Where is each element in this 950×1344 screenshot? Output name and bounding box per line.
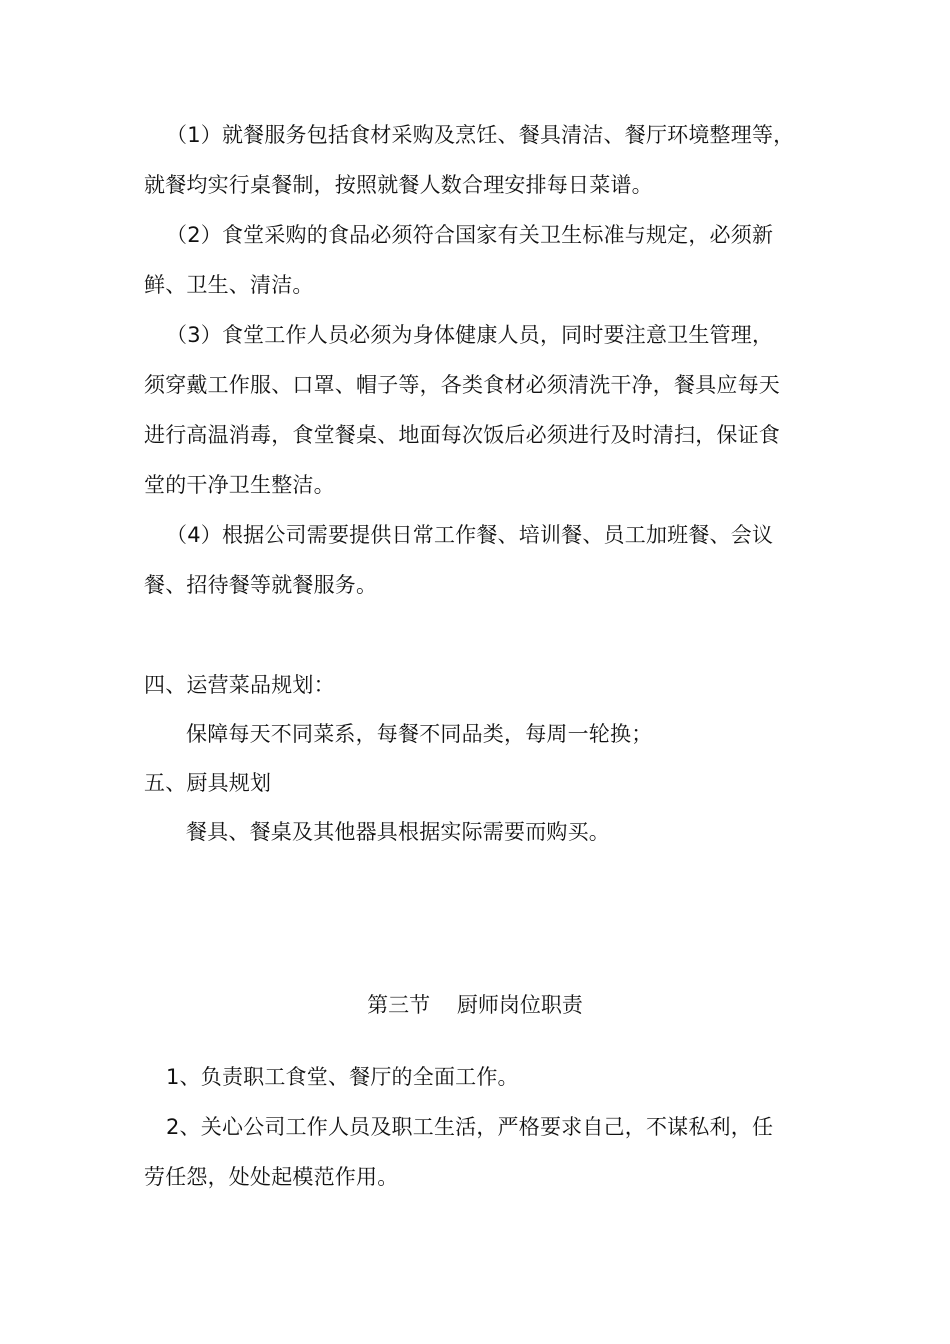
service-item-1-line-2: 就餐均实行桌餐制，按照就餐人数合理安排每日菜谱。 bbox=[144, 173, 653, 197]
service-item-3-line-3: 进行高温消毒，食堂餐桌、地面每次饭后必须进行及时清扫，保证食 bbox=[144, 423, 780, 447]
section-four-heading: 四、运营菜品规划： bbox=[144, 673, 335, 697]
duty-2-line-1: 2、关心公司工作人员及职工生活，严格要求自己，不谋私利，任 bbox=[166, 1115, 774, 1139]
service-item-4-line-2: 餐、招待餐等就餐服务。 bbox=[144, 573, 378, 597]
service-item-3-line-2: 须穿戴工作服、口罩、帽子等，各类食材必须清洗干净，餐具应每天 bbox=[144, 373, 780, 397]
service-item-4-line-1: （4）根据公司需要提供日常工作餐、培训餐、员工加班餐、会议 bbox=[166, 523, 774, 547]
service-item-1-line-1: （1）就餐服务包括食材采购及烹饪、餐具清洁、餐厅环境整理等， bbox=[166, 123, 795, 147]
section-four-body: 保障每天不同菜系，每餐不同品类，每周一轮换； bbox=[186, 722, 653, 746]
service-item-2-line-2: 鲜、卫生、清洁。 bbox=[144, 273, 314, 297]
section-five-body: 餐具、餐桌及其他器具根据实际需要而购买。 bbox=[186, 820, 610, 844]
section-five-heading: 五、厨具规划 bbox=[144, 771, 272, 795]
service-item-2-line-1: （2）食堂采购的食品必须符合国家有关卫生标准与规定，必须新 bbox=[166, 223, 774, 247]
service-item-3-line-4: 堂的干净卫生整洁。 bbox=[144, 473, 335, 497]
duty-1: 1、负责职工食堂、餐厅的全面工作。 bbox=[166, 1065, 519, 1089]
service-item-3-line-1: （3）食堂工作人员必须为身体健康人员，同时要注意卫生管理， bbox=[166, 323, 774, 347]
duty-2-line-2: 劳任怨，处处起模范作用。 bbox=[144, 1165, 399, 1189]
section-three-title: 第三节 厨师岗位职责 bbox=[367, 993, 583, 1017]
